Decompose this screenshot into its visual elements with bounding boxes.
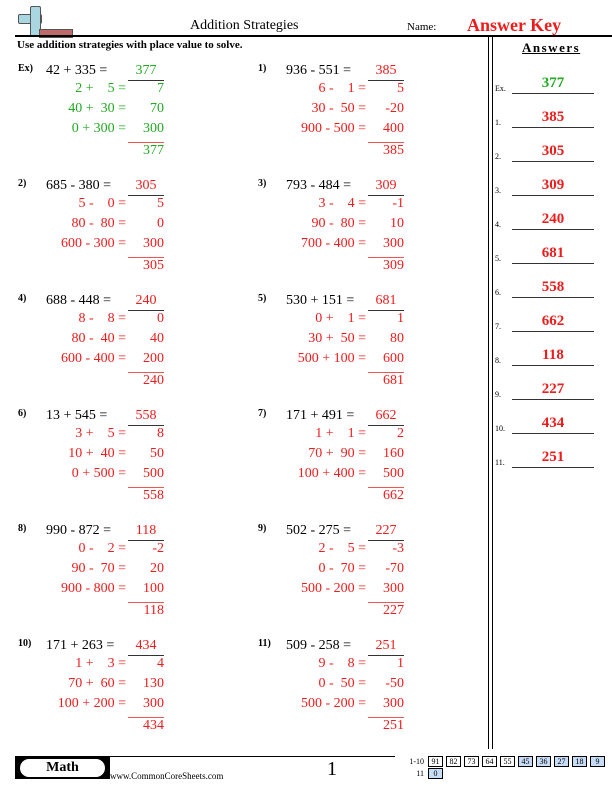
problem-number: Ex): [18, 63, 33, 74]
score-row-label: 1-10: [409, 757, 424, 766]
problem-total: 558: [143, 488, 164, 503]
step-equation: 0 + 300 =: [71, 121, 126, 136]
answer-label: 4.: [495, 220, 501, 229]
step-result: 8: [157, 426, 164, 441]
problem-number: 1): [258, 63, 267, 74]
worksheet-title: Addition Strategies: [190, 18, 299, 33]
problem-number: 10): [18, 638, 32, 649]
step-result: 500: [143, 466, 164, 481]
problem-expression: 42 + 335 =: [46, 63, 108, 78]
page-number: 1: [327, 758, 337, 780]
step-result: 10: [390, 216, 404, 231]
problem-answer: 251: [375, 638, 397, 653]
answer-value: 305: [541, 143, 565, 159]
step-equation: 9 - 8 =: [318, 656, 366, 671]
answer-line: [512, 433, 594, 434]
step-equation: 100 + 200 =: [57, 696, 126, 711]
score-cell: 36: [536, 756, 551, 767]
example-problem: [18, 63, 248, 173]
score-cell: 55: [500, 756, 515, 767]
answer-line: [512, 331, 594, 332]
step-equation: 2 - 5 =: [318, 541, 366, 556]
problem-answer: 662: [375, 408, 397, 423]
step-result: 5: [157, 196, 164, 211]
problem-6: [18, 408, 248, 518]
step-result: 0: [157, 216, 164, 231]
answer-value: 434: [541, 415, 565, 431]
problem-answer: 385: [375, 63, 397, 78]
problem-4: [18, 293, 248, 403]
step-equation: 6 - 1 =: [318, 81, 366, 96]
step-result: 50: [150, 446, 164, 461]
step-equation: 1 + 3 =: [75, 656, 126, 671]
answer-label: 10.: [495, 424, 505, 433]
step-result: 1: [397, 311, 404, 326]
step-equation: 500 - 200 =: [300, 696, 366, 711]
score-cell: 0: [428, 768, 443, 779]
score-cell: 91: [428, 756, 443, 767]
answer-label: 6.: [495, 288, 501, 297]
answer-line: [512, 399, 594, 400]
step-equation: 2 + 5 =: [75, 81, 126, 96]
answer-row-9: [495, 377, 612, 401]
problem-3: [258, 178, 488, 288]
name-label: Name:: [407, 21, 437, 33]
problem-expression: 685 - 380 =: [46, 178, 112, 193]
answer-label: 3.: [495, 186, 501, 195]
problem-answer: 558: [135, 408, 157, 423]
step-result: 600: [383, 351, 404, 366]
step-result: -3: [392, 541, 404, 556]
problem-number: 2): [18, 178, 27, 189]
answer-line: [512, 297, 594, 298]
problem-expression: 509 - 258 =: [286, 638, 352, 653]
problem-total: 240: [143, 373, 164, 388]
answer-column-divider: [488, 37, 493, 749]
step-equation: 0 + 500 =: [71, 466, 126, 481]
answer-line: [512, 161, 594, 162]
step-equation: 1 + 1 =: [315, 426, 366, 441]
step-result: 300: [143, 696, 164, 711]
problem-total: 305: [143, 258, 164, 273]
problem-total: 251: [383, 718, 404, 733]
step-result: 80: [390, 331, 404, 346]
problem-answer: 434: [135, 638, 157, 653]
step-result: 160: [383, 446, 404, 461]
step-equation: 0 - 50 =: [318, 676, 366, 691]
problem-1: [258, 63, 488, 173]
step-result: -2: [152, 541, 164, 556]
score-row-label: 11: [416, 769, 424, 778]
step-equation: 90 - 80 =: [311, 216, 366, 231]
step-result: 20: [150, 561, 164, 576]
answer-label: Ex.: [495, 84, 506, 93]
step-equation: 90 - 70 =: [71, 561, 126, 576]
step-result: 130: [143, 676, 164, 691]
subject-badge: [15, 757, 110, 779]
answer-row-8: [495, 343, 612, 367]
answer-value: 251: [541, 449, 565, 465]
answer-row-4: [495, 207, 612, 231]
problem-total: 662: [383, 488, 404, 503]
step-equation: 900 - 800 =: [60, 581, 126, 596]
answer-row-3: [495, 173, 612, 197]
answer-value: 309: [541, 177, 565, 193]
answer-value: 662: [541, 313, 565, 329]
step-equation: 600 - 400 =: [60, 351, 126, 366]
instructions: Use addition strategies with place value to solve.: [17, 39, 243, 51]
problem-total: 118: [143, 603, 164, 618]
step-result: 300: [383, 581, 404, 596]
answer-value: 118: [542, 347, 564, 363]
problem-10: [18, 638, 248, 748]
problem-number: 9): [258, 523, 267, 534]
step-result: 300: [383, 236, 404, 251]
step-result: 300: [143, 121, 164, 136]
step-result: 400: [383, 121, 404, 136]
step-equation: 500 - 200 =: [300, 581, 366, 596]
step-result: 5: [397, 81, 404, 96]
problem-number: 11): [258, 638, 271, 649]
problem-answer: 305: [135, 178, 157, 193]
problem-total: 385: [383, 143, 404, 158]
problem-number: 3): [258, 178, 267, 189]
plus-logo-icon: [15, 5, 57, 37]
problem-expression: 171 + 263 =: [46, 638, 115, 653]
answer-label: 8.: [495, 356, 501, 365]
step-result: 100: [143, 581, 164, 596]
problem-expression: 990 - 872 =: [46, 523, 112, 538]
step-result: 1: [397, 656, 404, 671]
answer-value: 377: [541, 75, 565, 91]
answers-heading: Answers: [522, 40, 581, 55]
problem-2: [18, 178, 248, 288]
step-result: 500: [383, 466, 404, 481]
score-cell: 18: [572, 756, 587, 767]
problem-5: [258, 293, 488, 403]
step-equation: 70 + 60 =: [68, 676, 126, 691]
problem-total: 309: [383, 258, 404, 273]
step-equation: 30 - 50 =: [311, 101, 366, 116]
answer-line: [512, 93, 594, 94]
answer-value: 240: [541, 211, 565, 227]
problem-number: 6): [18, 408, 27, 419]
step-result: -20: [385, 101, 404, 116]
problem-answer: 227: [375, 523, 397, 538]
answer-value: 385: [541, 109, 565, 125]
problem-expression: 688 - 448 =: [46, 293, 112, 308]
step-equation: 10 + 40 =: [68, 446, 126, 461]
answer-label: 2.: [495, 152, 501, 161]
problem-7: [258, 408, 488, 518]
answer-row-ex: [495, 71, 612, 95]
step-result: 2: [397, 426, 404, 441]
step-result: 200: [143, 351, 164, 366]
answer-line: [512, 365, 594, 366]
answer-value: 681: [541, 245, 565, 261]
answer-value: 558: [541, 279, 565, 295]
problem-number: 8): [18, 523, 27, 534]
problem-expression: 502 - 275 =: [286, 523, 352, 538]
score-cell: 27: [554, 756, 569, 767]
answer-label: 1.: [495, 118, 501, 127]
answer-line: [512, 127, 594, 128]
problem-number: 5): [258, 293, 267, 304]
score-cell: 73: [464, 756, 479, 767]
step-result: 7: [157, 81, 164, 96]
problem-number: 4): [18, 293, 27, 304]
step-equation: 900 - 500 =: [300, 121, 366, 136]
header-divider: [15, 35, 612, 37]
score-cell: 82: [446, 756, 461, 767]
problem-8: [18, 523, 248, 633]
step-equation: 500 + 100 =: [297, 351, 366, 366]
step-result: 4: [157, 656, 164, 671]
answer-row-11: [495, 445, 612, 469]
step-result: -70: [385, 561, 404, 576]
step-equation: 3 + 5 =: [75, 426, 126, 441]
problem-answer: 681: [375, 293, 397, 308]
answer-row-5: [495, 241, 612, 265]
answer-row-1: [495, 105, 612, 129]
step-equation: 3 - 4 =: [318, 196, 366, 211]
answer-label: 11.: [495, 458, 505, 467]
step-equation: 70 + 90 =: [308, 446, 366, 461]
answer-value: 227: [541, 381, 565, 397]
step-equation: 30 + 50 =: [308, 331, 366, 346]
step-equation: 600 - 300 =: [60, 236, 126, 251]
score-cell: 64: [482, 756, 497, 767]
step-result: -1: [392, 196, 404, 211]
answer-row-7: [495, 309, 612, 333]
step-equation: 0 - 2 =: [78, 541, 126, 556]
answer-label: 5.: [495, 254, 501, 263]
answer-row-10: [495, 411, 612, 435]
step-result: 40: [150, 331, 164, 346]
problem-total: 377: [143, 143, 164, 158]
problem-expression: 13 + 545 =: [46, 408, 108, 423]
problem-total: 227: [383, 603, 404, 618]
problem-expression: 793 - 484 =: [286, 178, 352, 193]
step-equation: 8 - 8 =: [78, 311, 126, 326]
problem-expression: 936 - 551 =: [286, 63, 352, 78]
answer-key-label: Answer Key: [467, 15, 562, 35]
step-equation: 0 - 70 =: [318, 561, 366, 576]
answer-row-6: [495, 275, 612, 299]
problem-9: [258, 523, 488, 633]
problem-total: 681: [383, 373, 404, 388]
answer-line: [512, 195, 594, 196]
answer-label: 9.: [495, 390, 501, 399]
problem-answer: 118: [135, 523, 157, 538]
problem-answer: 309: [375, 178, 397, 193]
answer-line: [512, 229, 594, 230]
subject-label: Math: [20, 759, 105, 777]
step-result: 300: [143, 236, 164, 251]
answer-row-2: [495, 139, 612, 163]
problem-answer: 240: [135, 293, 157, 308]
answer-label: 7.: [495, 322, 501, 331]
problem-expression: 530 + 151 =: [286, 293, 355, 308]
website-link[interactable]: www.CommonCoreSheets.com: [110, 771, 224, 781]
step-result: 300: [383, 696, 404, 711]
step-equation: 700 - 400 =: [300, 236, 366, 251]
step-equation: 100 + 400 =: [297, 466, 366, 481]
problem-expression: 171 + 491 =: [286, 408, 355, 423]
answer-line: [512, 467, 594, 468]
step-result: 70: [150, 101, 164, 116]
step-result: 0: [157, 311, 164, 326]
answer-line: [512, 263, 594, 264]
problem-answer: 377: [135, 63, 157, 78]
score-cell: 45: [518, 756, 533, 767]
step-equation: 40 + 30 =: [68, 101, 126, 116]
step-equation: 80 - 40 =: [71, 331, 126, 346]
step-equation: 5 - 0 =: [78, 196, 126, 211]
problem-11: [258, 638, 488, 748]
problem-total: 434: [143, 718, 164, 733]
step-result: -50: [385, 676, 404, 691]
step-equation: 80 - 80 =: [71, 216, 126, 231]
step-equation: 0 + 1 =: [315, 311, 366, 326]
problem-number: 7): [258, 408, 267, 419]
score-cell: 9: [590, 756, 605, 767]
